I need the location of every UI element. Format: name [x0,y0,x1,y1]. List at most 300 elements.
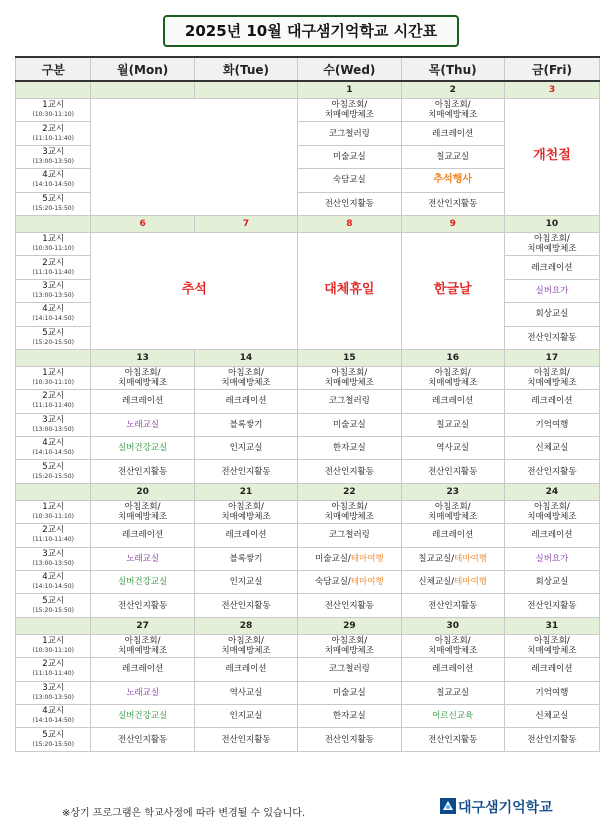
period-label [16,728,91,751]
activity-cell [504,326,599,349]
period-label [16,390,91,413]
period-name: 3교시 [42,414,65,425]
activity-cell [401,169,504,192]
date-cell: 3 [504,81,599,99]
activity-text: 한자교실 [332,711,366,722]
period-name: 4교시 [42,170,65,181]
activity-cell [401,460,504,483]
activity-text: 노래교실 [126,553,160,564]
activity-cell [194,524,297,547]
period-label [16,437,91,460]
header-thu: 목(Thu) [401,57,504,81]
date-row [16,349,600,366]
activity-text: 신체교실 [535,711,569,722]
activity-cell [91,571,194,594]
activity-text: 전산인지활동 [117,600,168,611]
activity-text: 아침조회/ 치매예방체조 [324,100,374,121]
date-cell: 30 [401,617,504,634]
date-row [16,81,600,99]
activity-text: 코그철러링 [328,128,370,139]
date-cell: 27 [91,617,194,634]
activity-cell [298,192,401,215]
activity-cell [298,547,401,570]
activity-text: 전산인지활동 [117,734,168,745]
period-name: 5교시 [42,461,65,472]
activity-cell [504,634,599,657]
activity-text: 전산인지활동 [428,198,478,209]
activity-cell [298,594,401,617]
date-cell: 16 [401,349,504,366]
date-row [16,483,600,500]
activity-cell [194,390,297,413]
period-time: (10:30-11:10) [32,513,74,521]
period-time: (10:30-11:10) [32,379,74,387]
activity-text: 실버건강교실 [117,577,168,588]
period-name: 1교시 [42,368,65,379]
activity-cell [401,366,504,389]
date-cell [91,81,194,99]
date-cell: 29 [298,617,401,634]
activity-text: 아침조회/ 치매예방체조 [428,502,478,523]
period-name: 3교시 [42,146,65,157]
activity-cell [194,366,297,389]
activity-cell [401,390,504,413]
activity-text: 숙담교실 [332,175,366,186]
activity-text: 기억여행 [535,687,569,698]
holiday-label: 한글날 [433,282,472,298]
period-label [16,169,91,192]
activity-cell [194,571,297,594]
period-name: 2교시 [42,123,65,134]
period-row [16,658,600,681]
period-label [16,279,91,302]
activity-text: 노래교실 [126,687,160,698]
activity-cell [504,524,599,547]
period-time: (13:00-13:50) [32,291,74,299]
date-cell: 7 [194,215,297,232]
period-name: 3교시 [42,682,65,693]
holiday-cell [401,232,504,349]
period-label [16,634,91,657]
activity-cell [504,232,599,255]
activity-text: 어르신교육 [432,711,474,722]
activity-cell [401,437,504,460]
activity-text: 레크레이션 [531,664,573,675]
activity-text: 아침조회/ 치매예방체조 [221,636,271,656]
activity-text: 전산인지활동 [428,466,478,477]
activity-cell [504,279,599,302]
activity-text: 레크레이션 [225,396,267,407]
period-name: 5교시 [42,729,65,740]
activity-text: 아침조회/ 치매예방체조 [324,502,374,523]
activity-cell [298,728,401,751]
period-name: 4교시 [42,706,65,717]
period-label [16,145,91,168]
activity-cell [401,728,504,751]
date-row [16,215,600,232]
activity-cell [401,634,504,657]
activity-cell [298,437,401,460]
activity-cell [298,460,401,483]
activity-cell [504,500,599,523]
activity-cell [91,681,194,704]
activity-text: 전산인지활동 [324,198,374,209]
period-name: 4교시 [42,572,65,583]
activity-text: 코그철러링 [328,530,370,541]
activity-text: 블록쌓기 [229,553,263,564]
activity-text: 전산인지활동 [324,734,374,745]
activity-text: 전산인지활동 [428,734,478,745]
period-time: (14:10-14:50) [32,717,74,725]
activity-text: 전산인지활동 [324,600,374,611]
school-logo [440,797,553,817]
activity-cell [401,99,504,122]
activity-text: 아침조회/ 치매예방체조 [428,368,478,389]
activity-cell [194,728,297,751]
activity-text: 역사교실 [436,443,470,454]
activity-text: 전산인지활동 [221,600,271,611]
activity-cell [298,524,401,547]
activity-cell [504,594,599,617]
date-cell: 9 [401,215,504,232]
activity-cell [504,571,599,594]
period-time: (14:10-14:50) [32,315,74,323]
holiday-label: 개천절 [533,148,571,164]
date-row-label [16,349,91,366]
period-row [16,524,600,547]
activity-cell [401,704,504,727]
activity-cell [504,681,599,704]
date-cell: 22 [298,483,401,500]
period-label [16,413,91,436]
header-wed: 수(Wed) [298,57,401,81]
activity-cell [401,658,504,681]
period-name: 1교시 [42,636,65,646]
logo-mark-icon [440,798,456,814]
activity-cell [298,366,401,389]
date-cell: 24 [504,483,599,500]
activity-text: 레크레이션 [225,664,267,675]
activity-text: 아침조회/ 치매예방체조 [527,502,577,523]
activity-cell [401,413,504,436]
activity-cell [194,704,297,727]
period-label [16,571,91,594]
activity-cell [91,658,194,681]
period-time: (11:10-11:40) [32,402,74,410]
date-row-label [16,215,91,232]
period-time: (11:10-11:40) [32,536,74,544]
period-label [16,366,91,389]
period-name: 2교시 [42,391,65,402]
date-cell: 6 [91,215,194,232]
period-time: (13:00-13:50) [32,693,74,701]
activity-cell [401,500,504,523]
period-time: (15:20-15:50) [32,338,74,346]
activity-cell [91,500,194,523]
activity-cell [504,390,599,413]
date-cell: 20 [91,483,194,500]
period-label [16,256,91,279]
header-row [16,57,600,81]
activity-cell [504,413,599,436]
holiday-cell [504,99,599,216]
activity-text: 레크레이션 [225,530,267,541]
period-time: (15:20-15:50) [32,472,74,480]
date-cell: 23 [401,483,504,500]
activity-text: 전산인지활동 [221,466,271,477]
period-row [16,704,600,727]
activity-cell [298,390,401,413]
activity-text: 레크레이션 [531,530,573,541]
activity-cell [91,366,194,389]
activity-cell [91,524,194,547]
period-label [16,500,91,523]
period-time: (11:10-11:40) [32,268,74,276]
activity-text: 역사교실 [229,687,263,698]
period-time: (14:10-14:50) [32,449,74,457]
footnote: ※상기 프로그램은 학교사정에 따라 변경될 수 있습니다. [62,808,306,819]
activity-text: 칠교교실 [436,419,470,430]
period-row [16,681,600,704]
period-row [16,437,600,460]
activity-text: 코그철러링 [328,664,370,675]
activity-cell [504,460,599,483]
activity-text: 칠교교실/ [418,553,455,564]
activity-cell [91,547,194,570]
period-label [16,681,91,704]
activity-cell [298,122,401,145]
activity-text: 한자교실 [332,443,366,454]
activity-text: 레크레이션 [432,396,474,407]
period-row [16,460,600,483]
activity-text: 숙담교실/ [315,577,351,588]
period-label [16,192,91,215]
activity-text: 코그철러링 [328,396,370,407]
activity-text: 레크레이션 [531,396,573,407]
activity-cell [504,704,599,727]
activity-text: 전산인지활동 [527,600,577,611]
date-cell: 10 [504,215,599,232]
activity-text: 전산인지활동 [324,466,374,477]
activity-text: 아침조회/ 치매예방체조 [117,502,168,523]
period-time: (11:10-11:40) [32,670,74,678]
date-cell: 21 [194,483,297,500]
period-label [16,303,91,326]
period-name: 5교시 [42,193,65,204]
activity-text: 기억여행 [535,419,569,430]
activity-text: 전산인지활동 [428,600,478,611]
period-time: (10:30-11:10) [32,647,74,654]
activity-cell [401,524,504,547]
activity-text: 노래교실 [126,419,160,430]
header-mon: 월(Mon) [91,57,194,81]
activity-cell [194,681,297,704]
activity-cell [298,413,401,436]
period-label [16,524,91,547]
period-label [16,547,91,570]
activity-text: 아침조회/ 치매예방체조 [324,368,374,389]
activity-text: 아침조회/ 치매예방체조 [428,636,478,656]
period-name: 3교시 [42,280,65,291]
activity-text: 회상교실 [535,309,569,320]
activity-cell [298,681,401,704]
activity-text: 레크레이션 [432,530,474,541]
page-title: 2025년 10월 대구샘기억학교 시간표 [163,15,459,47]
period-label [16,122,91,145]
activity-text: 실버요가 [535,285,569,296]
period-name: 1교시 [42,234,65,245]
activity-text: 레크레이션 [531,262,573,273]
activity-text: 신체교실 [535,443,569,454]
activity-cell [298,169,401,192]
period-time: (15:20-15:50) [32,740,74,748]
activity-text: 전산인지활동 [527,332,577,343]
activity-cell [91,634,194,657]
period-row [16,390,600,413]
period-label [16,460,91,483]
empty-cell [91,99,298,216]
activity-text: 아침조회/ 치매예방체조 [324,636,374,656]
period-row [16,500,600,523]
period-label [16,326,91,349]
activity-cell [401,122,504,145]
activity-cell [194,460,297,483]
activity-cell [298,99,401,122]
timetable [15,56,600,752]
activity-cell [504,728,599,751]
activity-text: 아침조회/ 치매예방체조 [527,368,577,389]
activity-cell [298,571,401,594]
period-time: (15:20-15:50) [32,204,74,212]
activity-cell [504,437,599,460]
activity-cell [91,728,194,751]
activity-text: 전산인지활동 [221,734,271,745]
date-cell: 17 [504,349,599,366]
activity-text: 실버건강교실 [117,443,168,454]
period-time: (10:30-11:10) [32,245,74,253]
period-row [16,413,600,436]
activity-text: 아침조회/ 치매예방체조 [527,234,577,255]
activity-extra-text: 테마여행 [454,553,487,564]
activity-cell [91,460,194,483]
activity-cell [194,437,297,460]
activity-cell [91,437,194,460]
activity-cell [401,547,504,570]
period-label [16,99,91,122]
date-cell: 15 [298,349,401,366]
timetable-body [16,81,600,751]
activity-text: 미술교실 [332,419,366,430]
activity-cell [401,571,504,594]
activity-cell [91,413,194,436]
period-name: 2교시 [42,659,65,670]
period-name: 1교시 [42,502,65,513]
period-name: 5교시 [42,327,65,338]
period-name: 2교시 [42,525,65,536]
period-row [16,594,600,617]
activity-text: 신체교실/ [418,577,455,588]
period-row [16,232,600,255]
activity-cell [504,366,599,389]
period-row [16,366,600,389]
activity-cell [401,145,504,168]
period-time: (10:30-11:10) [32,111,74,119]
date-cell: 14 [194,349,297,366]
activity-text: 미술교실/ [315,553,351,564]
header-tue: 화(Tue) [194,57,297,81]
activity-cell [91,390,194,413]
activity-text: 회상교실 [535,577,569,588]
period-row [16,728,600,751]
period-time: (14:10-14:50) [32,583,74,591]
period-name: 1교시 [42,100,65,111]
activity-text: 추석행사 [433,174,473,186]
period-time: (11:10-11:40) [32,134,74,142]
activity-text: 인지교실 [229,711,263,722]
activity-text: 아침조회/ 치매예방체조 [221,502,271,523]
header-fri: 금(Fri) [504,57,599,81]
activity-cell [298,634,401,657]
period-row [16,99,600,122]
date-cell: 2 [401,81,504,99]
period-row [16,547,600,570]
activity-text: 미술교실 [332,151,366,162]
activity-text: 칠교교실 [436,151,470,162]
holiday-label: 대체휴일 [324,282,375,298]
date-cell: 8 [298,215,401,232]
period-time: (15:20-15:50) [32,606,74,614]
period-label [16,658,91,681]
activity-cell [194,658,297,681]
activity-cell [504,547,599,570]
activity-text: 아침조회/ 치매예방체조 [117,368,168,389]
period-time: (13:00-13:50) [32,559,74,567]
period-label [16,594,91,617]
activity-cell [194,634,297,657]
activity-cell [504,303,599,326]
period-row [16,634,600,657]
activity-extra-text: 테마여행 [350,553,384,564]
activity-cell [91,594,194,617]
activity-cell [298,704,401,727]
period-row [16,571,600,594]
activity-extra-text: 테마여행 [454,577,487,588]
activity-text: 레크레이션 [122,530,164,541]
date-cell: 28 [194,617,297,634]
activity-extra-text: 테마여행 [350,577,384,588]
date-cell: 13 [91,349,194,366]
activity-cell [298,500,401,523]
activity-text: 아침조회/ 치매예방체조 [428,100,478,121]
activity-text: 인지교실 [229,577,263,588]
activity-cell [401,192,504,215]
title-area [0,0,615,50]
logo-text: 대구샘기억학교 [458,800,553,816]
period-time: (13:00-13:50) [32,157,74,165]
activity-text: 실버요가 [535,553,569,564]
header-category: 구분 [16,57,91,81]
activity-text: 전산인지활동 [527,734,577,745]
activity-text: 레크레이션 [122,396,164,407]
period-name: 5교시 [42,595,65,606]
date-row-label [16,483,91,500]
activity-cell [504,256,599,279]
activity-cell [401,594,504,617]
date-row-label [16,617,91,634]
date-row [16,617,600,634]
activity-text: 실버건강교실 [117,711,168,722]
activity-cell [298,145,401,168]
